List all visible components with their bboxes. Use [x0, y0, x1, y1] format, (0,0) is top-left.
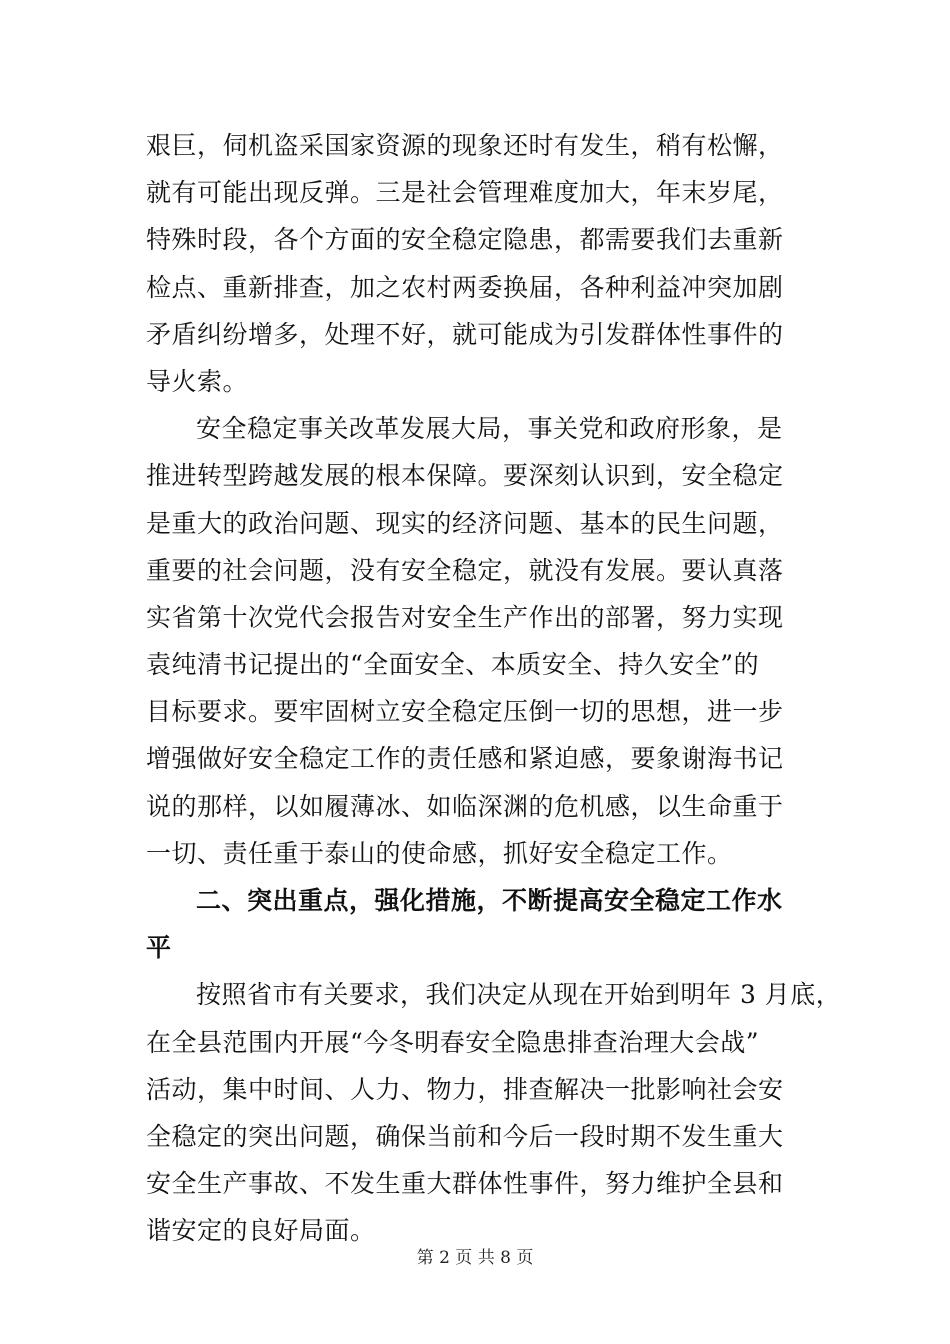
text-line: 袁纯清书记提出的“全面安全、本质安全、持久安全”的 — [146, 650, 760, 680]
text-line: 导火索。 — [146, 366, 249, 396]
text-line: 增强做好安全稳定工作的责任感和紧迫感，要象谢海书记 — [146, 744, 784, 774]
text-line: 推进转型跨越发展的根本保障。要深刻认识到，安全稳定 — [146, 461, 784, 491]
text-line: 活动，集中时间、人力、物力，排查解决一批影响社会安 — [146, 1074, 784, 1104]
text-line: 重要的社会问题，没有安全稳定，就没有发展。要认真落 — [146, 555, 784, 585]
text-line: 是重大的政治问题、现实的经济问题、基本的民生问题， — [146, 508, 784, 538]
paragraph-1 — [146, 122, 816, 405]
text-line: 安全生产事故、不发生重大群体性事件，努力维护全县和 — [146, 1169, 784, 1199]
text-line: 按照省市有关要求，我们决定从现在开始到明年 3 月底， — [196, 980, 842, 1010]
text-line: 安全稳定事关改革发展大局，事关党和政府形象，是 — [196, 414, 783, 444]
text-line: 实省第十次党代会报告对安全生产作出的部署，努力实现 — [146, 602, 784, 632]
page-footer: 第 2 页 共 8 页 — [416, 1248, 534, 1268]
text-line: 全稳定的突出问题，确保当前和今后一段时期不发生重大 — [146, 1121, 784, 1151]
text-line: 一切、责任重于泰山的使命感，抓好安全稳定工作。 — [146, 838, 733, 868]
text-line: 特殊时段，各个方面的安全稳定隐患，都需要我们去重新 — [146, 225, 784, 255]
heading-line: 平 — [146, 933, 172, 963]
paragraph-3 — [146, 971, 842, 1254]
text-line: 在全县范围内开展“今冬明春安全隐患排查治理大会战” — [146, 1027, 760, 1057]
document-body — [146, 122, 842, 1255]
text-line: 就有可能出现反弹。三是社会管理难度加大，年末岁尾， — [146, 178, 784, 208]
text-line: 检点、重新排查，加之农村两委换届，各种利益冲突加剧 — [146, 272, 784, 302]
paragraph-2 — [146, 405, 816, 877]
text-line: 艰巨，伺机盗采国家资源的现象还时有发生，稍有松懈， — [146, 131, 784, 160]
heading-line: 二、突出重点，强化措施，不断提高安全稳定工作水 — [196, 886, 783, 915]
text-line: 说的那样，以如履薄冰、如临深渊的危机感，以生命重于 — [146, 791, 784, 821]
text-line: 矛盾纠纷增多，处理不好，就可能成为引发群体性事件的 — [146, 319, 784, 349]
section-heading — [146, 877, 816, 971]
text-line: 目标要求。要牢固树立安全稳定压倒一切的思想，进一步 — [146, 697, 784, 727]
text-line: 谐安定的良好局面。 — [146, 1216, 376, 1246]
